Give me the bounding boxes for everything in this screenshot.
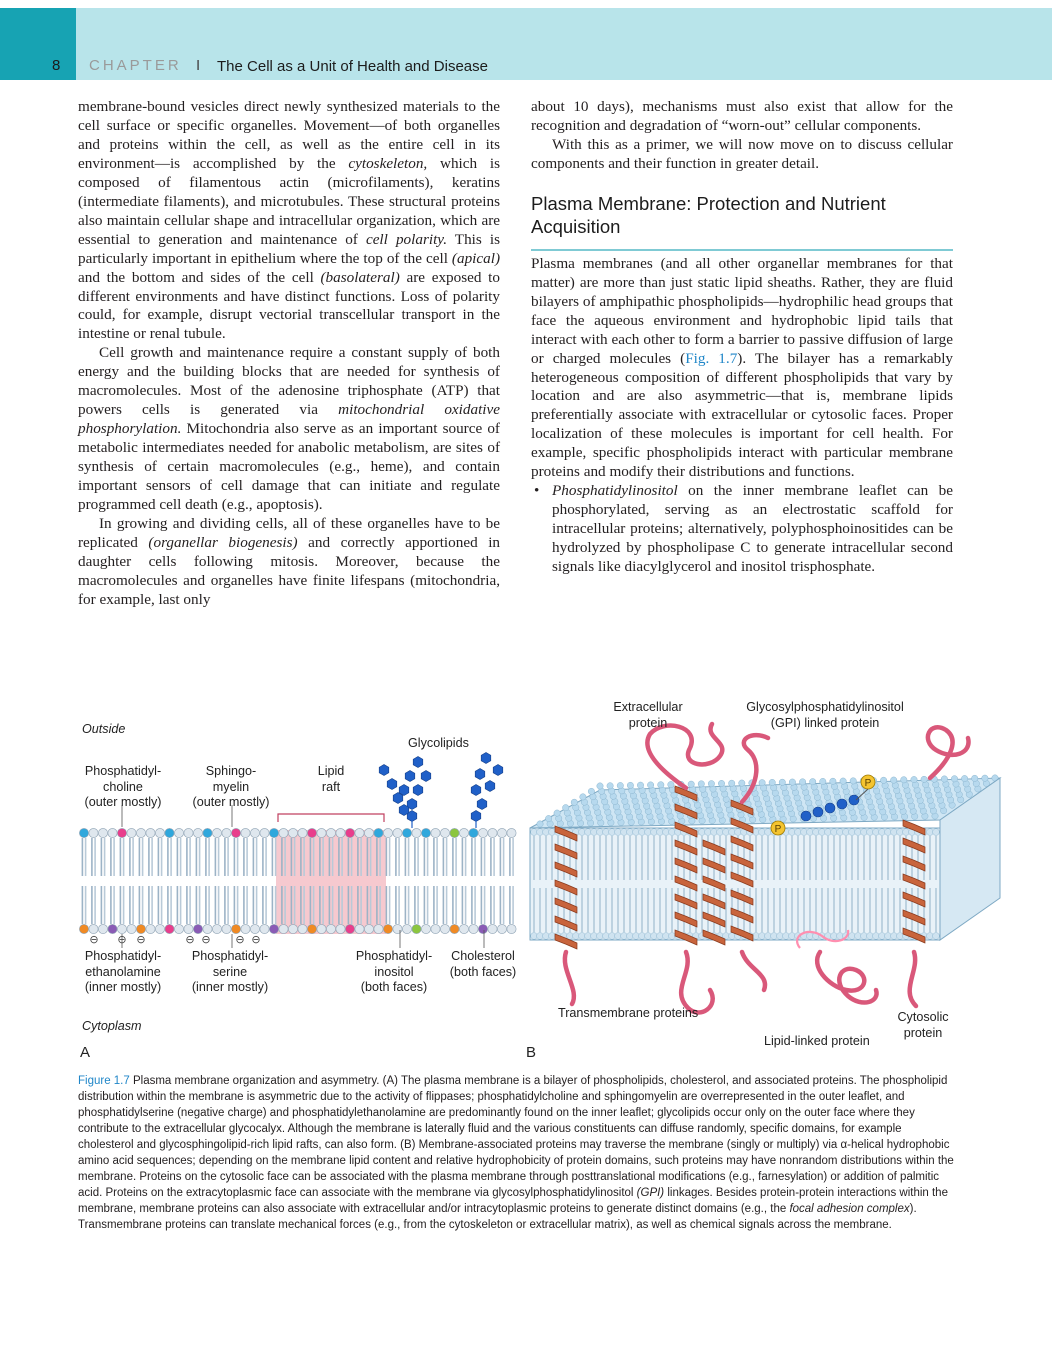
glycan-unit [481,753,491,764]
phospholipid-headgroup [497,924,506,933]
phospholipid-headgroup [288,924,297,933]
phospholipid-headgroup [222,828,231,837]
membrane-headgroup [933,933,940,940]
phospholipid-headgroup [497,828,506,837]
phospholipid-headgroup [488,924,497,933]
phospholipid-headgroup [336,924,345,933]
phospholipid-headgroup [146,924,155,933]
membrane-headgroup [972,775,978,781]
left-column [78,98,500,610]
membrane-headgroup [961,775,967,781]
membrane-headgroup [627,782,633,788]
phospholipid-headgroup [402,828,411,837]
phospholipid-headgroup [507,924,516,933]
phospholipid-headgroup [146,828,155,837]
bullet-mark: • [534,482,540,500]
phospholipid-headgroup [326,828,335,837]
phospholipid-headgroup [193,828,202,837]
phospholipid-headgroup [393,924,402,933]
phospholipid-headgroup [421,924,430,933]
phospholipid-headgroup [212,924,221,933]
phospholipid-headgroup [507,828,516,837]
glycan-unit [837,799,847,809]
membrane-panel-b [530,724,1000,1013]
membrane-headgroup [982,775,988,781]
phosphatidylethanolamine-label: Phosphatidyl- ethanolamine (inner mostly) [84,949,162,994]
phospholipid-headgroup [450,924,459,933]
phospholipid-headgroup [469,828,478,837]
membrane-headgroup [759,780,765,786]
membrane-front-face [530,828,940,940]
list-item [531,482,953,577]
transmembrane-proteins-label: Transmembrane proteins [558,1006,699,1020]
phospholipid-headgroup [79,828,88,837]
glycan-unit [387,779,397,790]
negative-charge-symbol: ⊖ [185,933,195,946]
membrane-headgroup [729,780,735,786]
phospholipid-headgroup [260,828,269,837]
negative-charge-symbol: ⊖ [136,933,146,946]
glycan-unit [379,765,389,776]
phospholipid-headgroup [269,924,278,933]
cytosolic-protein-label: Cytosolic protein [897,1010,949,1040]
negative-charge-symbol: ⊖ [235,933,245,946]
phospholipid-headgroup [364,828,373,837]
phosphatidylcholine-label: Phosphatidyl- choline (outer mostly) [84,764,162,809]
phospholipid-headgroup [241,828,250,837]
phospholipid-headgroup [478,828,487,837]
cytoplasm-label: Cytoplasm [82,1019,142,1033]
phospholipid-headgroup [108,828,117,837]
membrane-headgroup [911,776,917,782]
phospholipid-headgroup [298,924,307,933]
phospholipid-headgroup [174,924,183,933]
phospholipid-headgroup [203,828,212,837]
lipid-linked-protein-label: Lipid-linked protein [764,1034,870,1048]
lipid-linked-protein-coil [817,952,876,1003]
membrane-headgroup [830,778,836,784]
chapter-title: The Cell as a Unit of Health and Disease [217,58,488,75]
phospholipid-headgroup [355,924,364,933]
phospholipid-headgroup [127,828,136,837]
phospholipid-headgroup [155,828,164,837]
membrane-headgroup [597,783,603,789]
phospholipid-headgroup [412,924,421,933]
phospholipid-headgroup [440,924,449,933]
phospholipid-headgroup [459,828,468,837]
extracellular-protein-label: Extracellular protein [613,700,683,730]
membrane-headgroup [850,778,856,784]
header-tab [0,8,76,80]
phospholipid-headgroup [383,828,392,837]
cytosolic-loop [742,952,765,990]
phosphate-label: P [774,824,782,835]
phospholipid-headgroup [336,828,345,837]
paragraph: about 10 days), mechanisms must also exist that allow for the recognition and degradation of “worn-out” cellular components. [531,98,953,134]
glycan-unit [493,765,503,776]
glycan-unit [393,793,403,804]
membrane-headgroup [941,776,947,782]
phospholipid-headgroup [307,828,316,837]
running-header [0,8,1052,80]
figure-illustration [0,690,1052,1062]
figure-label: Figure 1.7 [78,1075,130,1087]
phospholipid-headgroup [222,924,231,933]
chapter-word: CHAPTER [89,57,182,74]
caption-text: Plasma membrane organization and asymmetry. (A) The plasma membrane is a bilayer of phospholipids, cholesterol, and associated proteins. The phospholipid distribution within the membrane is asymmetric due to the activity of flippases; phosphatidylcholine and sphingomyelin are overrepresented in the outer leaflet, and phosphatidylserine (negative charge) and phosphatidylethanolamine are predominantly found on the inner leaflet; glycolipids occur only on the outer face where they contribute to the extracellular glycocalyx. Although the membrane is laterally fluid and the various constituents can diffuse randomly, specific domains, for example cholesterol and glycosphingolipid-rich lipid rafts, can also form. (B) Membrane-associated proteins may traverse the membrane (singly or multiply) via α-helical hydrophobic amino acid sequences; depending on the membrane lipid content and relative hydrophobicity of protein domains, such proteins may have nonrandom distributions within the membrane. Proteins on the cytosolic face can be associated with the plasma membrane through posttranslational modifications (e.g., farnesylation) or addition of palmitic acid. Proteins on the extracytoplasmic face can associate with the membrane via glycosylphosphatidylinositol (GPI) linkages. Besides protein-protein interactions within the membrane, membrane proteins can also associate with extracellular and/or intracytoplasmic proteins to generate distinct domains (e.g., the focal adhesion complex). Transmembrane proteins can translate mechanical forces (e.g., from the cytoskeleton or extracellular matrix), as well as chemical signals across the membrane. [78,1075,954,1232]
negative-charge-symbol: ⊖ [201,933,211,946]
paragraph: membrane-bound vesicles direct newly synthesized materials to the cell surface or specific organelles. Movement—of both organelles and proteins within the cell, as well as the entire cell in its environment—is accomplished by the cytoskeleton, which is composed of filamentous actin (microfilaments), keratins (intermediate filaments), and microtubules. These structural proteins also maintain cellular shape and intracellular organization, which are essential to generation and maintenance of cell polarity. This is particularly important in epithelium where the top of the cell (apical) and the bottom and sides of the cell (basolateral) are exposed to different environments and have distinct functions. Loss of polarity could, for example, disrupt vectorial transcellular transport in the intestine or renal tubule. [78,98,501,343]
phospholipid-headgroup [279,924,288,933]
phospholipid-headgroup [317,828,326,837]
cytosolic-loop [910,952,916,1006]
paragraph: With this as a primer, we will now move on to discuss cellular components and their function in greater detail. [531,135,953,172]
membrane-headgroup [921,776,927,782]
bullet-list [531,482,953,577]
lipid-raft-label: Lipid raft [317,764,345,794]
panel-a-letter: A [80,1044,91,1061]
glycan-unit [813,807,823,817]
phospholipid-headgroup [383,924,392,933]
phosphatidylinositol-label: Phosphatidyl- inositol (both faces) [355,949,433,994]
phospholipid-headgroup [307,924,316,933]
membrane-headgroup [718,780,724,786]
cholesterol-label: Cholesterol (both faces) [449,949,517,979]
membrane-headgroup [637,782,643,788]
phospholipid-headgroup [374,828,383,837]
paragraph: Cell growth and maintenance require a constant supply of both energy and the building blocks that are needed for synthesis of macromolecules. Most of the adenosine triphosphate (ATP) that powers cells is generated via mitochondrial oxidative phosphorylation. Mitochondria also serve as an important source of metabolic intermediates needed for anabolic metabolism, are sites of synthesis of certain macromolecules (e.g., heme), and contain important sensors of cell damage that can initiate and regulate programmed cell death (e.g., apoptosis). [78,344,500,514]
phospholipid-headgroup [393,828,402,837]
membrane-headgroup [688,781,694,787]
membrane-headgroup [820,778,826,784]
membrane-headgroup [739,780,745,786]
paragraph: In growing and dividing cells, all of these organelles have to be replicated (organellar biogenesis) and correctly apportioned in daughter cells following mitosis. Moreover, because the macromolecules and organelles have finite lifespans (mitochondria, for example, last only [78,514,501,608]
section-heading: Plasma Membrane: Protection and Nutrient Acquisition [531,192,953,251]
membrane-headgroup [580,794,586,800]
panel-b-letter: B [526,1044,537,1061]
membrane-headgroup [563,805,569,811]
phospholipid-headgroup [89,828,98,837]
membrane-headgroup [901,777,907,783]
phospholipid-headgroup [450,828,459,837]
glycan-unit [801,811,811,821]
phospholipid-headgroup [231,828,240,837]
list-item-text: Phosphatidylinositol on the inner membrane leaflet can be phosphorylated, serving as an electrostatic scaffold for intracellular proteins; alternatively, polyphosphoinositides can be hydrolyzed by phospholipase C to generate intracellular second signals like diacylglycerol and inositol trisphosphate. [552,482,953,576]
membrane-headgroup [545,815,551,821]
membrane-headgroup [810,779,816,785]
glycan-unit [475,769,485,780]
phospholipid-headgroup [260,924,269,933]
glycan-unit [477,799,487,810]
glycan-unit [399,805,409,816]
glycolipids-label: Glycolipids [408,736,469,750]
phospholipid-headgroup [165,924,174,933]
cytosolic-loop [565,952,574,1004]
phospholipid-headgroup [250,828,259,837]
phospholipid-headgroup [298,828,307,837]
negative-charge-symbol: ⊖ [89,933,99,946]
phospholipid-headgroup [98,828,107,837]
membrane-headgroup [799,779,805,785]
sphingomyelin-label: Sphingo- myelin (outer mostly) [192,764,270,809]
figure-caption [78,1073,955,1233]
cytosolic-loop [681,952,713,1013]
membrane-headgroup [708,781,714,787]
gpi-linked-protein-coil [928,727,969,778]
membrane-headgroup [668,781,674,787]
phospholipid-headgroup [402,924,411,933]
phospholipid-headgroup [469,924,478,933]
lipid-raft-region [276,830,386,934]
phospholipid-headgroup [155,924,164,933]
phospholipid-headgroup [184,828,193,837]
membrane-headgroup [617,782,623,788]
lipid-raft-bracket [278,814,384,822]
phospholipid-headgroup [431,828,440,837]
glycan-unit [849,795,859,805]
phospholipid-headgroup [345,828,354,837]
phospholipid-headgroup [459,924,468,933]
phospholipid-headgroup [212,828,221,837]
phospholipid-headgroup [440,828,449,837]
phospholipid-headgroup [117,828,126,837]
membrane-headgroup [588,788,594,794]
phospholipid-headgroup [431,924,440,933]
outside-label: Outside [82,722,126,736]
glycan-unit [485,781,495,792]
phospholipid-headgroup [345,924,354,933]
phospholipid-headgroup [127,924,136,933]
membrane-headgroup [880,777,886,783]
phospholipid-headgroup [317,924,326,933]
phospholipid-headgroup [355,828,364,837]
figure-reference-link[interactable]: Fig. 1.7 [685,349,738,367]
right-column [531,98,953,577]
page-number: 8 [52,57,61,74]
phospholipid-headgroup [364,924,373,933]
phospholipid-headgroup [98,924,107,933]
membrane-headgroup [571,799,577,805]
glycan-unit [413,757,423,768]
membrane-headgroup [891,777,897,783]
chapter-number: I [196,57,201,74]
membrane-headgroup [769,779,775,785]
phospholipid-headgroup [412,828,421,837]
membrane-headgroup [933,829,940,836]
phospholipid-headgroup [174,828,183,837]
paragraph: Plasma membranes (and all other organellar membranes for that matter) are more than just static lipid sheaths. Rather, they are fluid bilayers of amphipathic phospholipids—hydrophilic head groups that face the aqueous environment and hydrophobic lipid tails that interact with each other to form a barrier to passive diffusion of large or charged molecules (Fig. 1.7). The bilayer has a remarkably heterogeneous composition of different phospholipids that vary by location and are also asymmetric—that is, membrane lipids preferentially associate with extracellular or cytosolic faces. Proper localization of these molecules is important for cell health. For example, specific phospholipids interact with particular membrane proteins and modify their distributions and functions. [531,254,954,481]
gpi-linked-protein-label: Glycosylphosphatidylinositol (GPI) linked protein [746,700,904,730]
phospholipid-headgroup [136,828,145,837]
figure-1-7 [0,690,1052,1062]
phospholipid-headgroup [488,828,497,837]
membrane-headgroup [779,779,785,785]
phospholipid-headgroup [269,828,278,837]
phospholipid-headgroup [288,828,297,837]
phospholipid-headgroup [279,828,288,837]
membrane-headgroup [840,778,846,784]
phospholipid-headgroup [421,828,430,837]
membrane-headgroup [698,781,704,787]
glycan-unit [421,771,431,782]
phospholipid-headgroup [478,924,487,933]
phosphate-label: P [864,778,872,789]
membrane-headgroup [658,782,664,788]
phospholipid-headgroup [108,924,117,933]
extracellular-protein-coil [647,724,722,788]
phosphatidylserine-label: Phosphatidyl- serine (inner mostly) [191,949,269,994]
membrane-headgroup [607,783,613,789]
negative-charge-symbol: ⊖ [117,933,127,946]
glycan-unit [825,803,835,813]
phospholipid-headgroup [326,924,335,933]
negative-charge-symbol: ⊖ [251,933,261,946]
membrane-headgroup [789,779,795,785]
phospholipid-headgroup [165,828,174,837]
phospholipid-headgroup [79,924,88,933]
glycan-unit [413,785,423,796]
glycan-unit [471,785,481,796]
membrane-headgroup [951,776,957,782]
membrane-headgroup [647,782,653,788]
membrane-headgroup [537,821,543,827]
membrane-headgroup [554,810,560,816]
glycan-unit [405,771,415,782]
phospholipid-headgroup [374,924,383,933]
